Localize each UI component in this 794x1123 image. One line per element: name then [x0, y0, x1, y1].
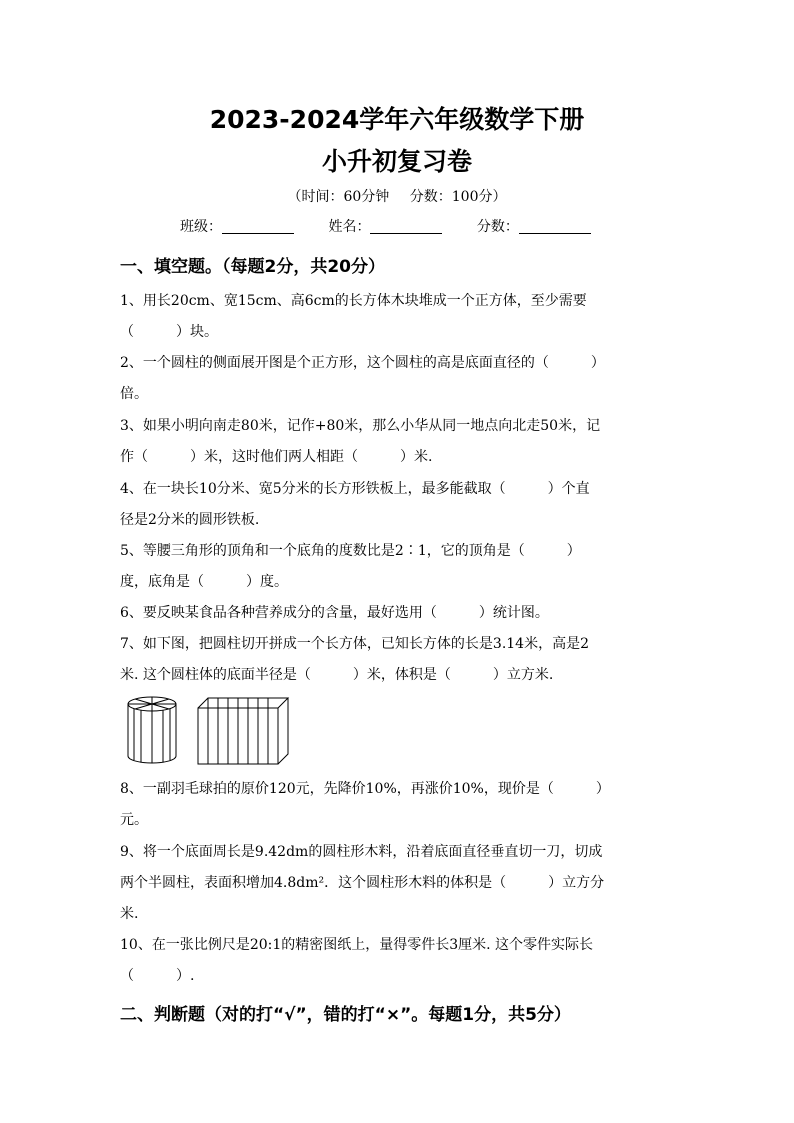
question-line: 6、要反映某食品各种营养成分的含量，最好选用（ ）统计图。 [120, 605, 549, 621]
class-field [180, 216, 294, 236]
name-field [328, 216, 442, 236]
section1-heading: 一、填空题。（每题2分，共20分） [120, 257, 385, 277]
question-line: 倍。 [120, 386, 148, 402]
cylinder-icon [128, 697, 176, 763]
exam-meta [0, 186, 794, 206]
question-line: 径是2分米的圆形铁板. [120, 512, 260, 528]
score-blank[interactable] [519, 219, 591, 234]
score-field [477, 216, 591, 236]
question-line: 2、一个圆柱的侧面展开图是个正方形，这个圆柱的高是底面直径的（ ） [120, 355, 605, 371]
cylinder-to-cuboid-figure [124, 694, 304, 768]
cuboid-icon [198, 698, 288, 764]
question-line: （ ）. [120, 968, 195, 984]
question-line: 米. 这个圆柱体的底面半径是（ ）米，体积是（ ）立方米. [120, 667, 554, 683]
name-label: 姓名： [328, 219, 371, 235]
section2-heading: 二、判断题（对的打“√”，错的打“×”。每题1分，共5分） [120, 1005, 571, 1025]
question-line: 10、在一张比例尺是20:1的精密图纸上，量得零件长3厘米. 这个零件实际长 [120, 937, 594, 953]
exam-subtitle: 小升初复习卷 [321, 147, 472, 176]
question-line: 元。 [120, 812, 148, 828]
question-line: 两个半圆柱，表面积增加4.8dm²．这个圆柱形木料的体积是（ ）立方分 [120, 875, 605, 891]
question-line: 度，底角是（ ）度。 [120, 574, 288, 590]
question-line: 米. [120, 906, 139, 922]
question-line: 8、一副羽毛球拍的原价120元，先降价10%，再涨价10%，现价是（ ） [120, 781, 610, 797]
question-line: 1、用长20cm、宽15cm、高6cm的长方体木块堆成一个正方体，至少需要 [120, 293, 587, 309]
exam-title: 2023-2024学年六年级数学下册 [209, 105, 585, 134]
question-line: 9、将一个底面周长是9.42dm的圆柱形木料，沿着底面直径垂直切一刀，切成 [120, 844, 603, 860]
question-line: 3、如果小明向南走80米，记作+80米，那么小华从同一地点向北走50米，记 [120, 418, 601, 434]
name-blank[interactable] [370, 219, 442, 234]
question-line: 5、等腰三角形的顶角和一个底角的度数比是2∶1，它的顶角是（ ） [120, 543, 581, 559]
question-line: 作（ ）米，这时他们两人相距（ ）米. [120, 449, 433, 465]
class-label: 班级： [180, 219, 222, 235]
question-line: 7、如下图，把圆柱切开拼成一个长方体，已知长方体的长是3.14米，高是2 [120, 636, 589, 652]
student-info [180, 216, 621, 236]
score-label: 分数： [476, 219, 519, 235]
exam-time: （时间：60分钟 [287, 189, 390, 205]
question-line: 4、在一块长10分米、宽5分米的长方形铁板上，最多能截取（ ）个直 [120, 481, 590, 497]
class-blank[interactable] [222, 219, 294, 234]
exam-total-score: 分数：100分） [409, 189, 507, 205]
question-line: （ ）块。 [120, 324, 218, 340]
